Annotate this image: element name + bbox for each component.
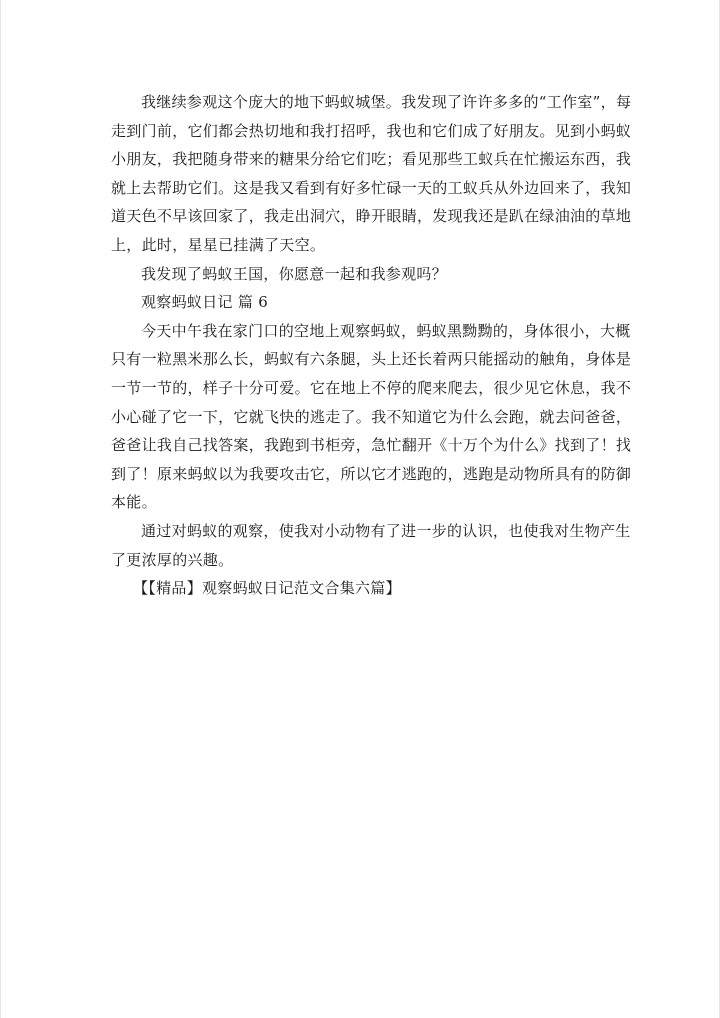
text-line: 走到门前，它们都会热切地和我打招呼，我也和它们成了好朋友。见到小蚂蚁 [111,121,632,140]
text-line: 本能。 [111,493,157,512]
paragraph-continued-visit [111,88,632,260]
text-line: 今天中午我在家门口的空地上观察蚂蚁，蚂蚁黑黝黝的，身体很小，大概 [141,321,631,340]
text-line: 我发现了蚂蚁王国，你愿意一起和我参观吗？ [141,264,448,283]
collection-title: 【【精品】观察蚂蚁日记范文合集六篇】 [133,579,401,598]
paragraph-observation [111,317,632,517]
text-line: 到了！原来蚂蚁以为我要攻击它，所以它才逃跑的，逃跑是动物所具有的防御 [111,464,632,483]
paragraph-invitation [111,260,611,289]
text-line: 小朋友，我把随身带来的糖果分给它们吃；看见那些工蚁兵在忙搬运东西，我 [111,150,632,169]
text-line: 上，此时，星星已挂满了天空。 [111,235,326,254]
document-body [111,88,632,603]
text-line: 一节一节的，样子十分可爱。它在地上不停的爬来爬去，很少见它休息，我不 [111,378,632,397]
section-title: 观察蚂蚁日记 篇 6 [141,293,269,312]
text-line: 就上去帮助它们。这是我又看到有好多忙碌一天的工蚁兵从外边回来了，我知 [111,178,632,197]
text-line: 爸爸让我自己找答案，我跑到书柜旁，急忙翻开《十万个为什么》找到了！找 [111,436,632,455]
paragraph-conclusion [111,517,631,574]
text-line: 只有一粒黑米那么长，蚂蚁有六条腿，头上还长着两只能摇动的触角，身体是 [111,350,632,369]
text-line: 通过对蚂蚁的观察，使我对小动物有了进一步的认识，也使我对生物产生 [141,521,631,540]
text-line: 小心碰了它一下，它就飞快的逃走了。我不知道它为什么会跑，就去问爸爸， [111,407,632,426]
text-line: 了更浓厚的兴趣。 [111,550,234,569]
text-line: 道天色不早该回家了，我走出洞穴，睁开眼睛，发现我还是趴在绿油油的草地 [111,207,632,226]
text-line: 我继续参观这个庞大的地下蚂蚁城堡。我发现了许许多多的“工作室”，每 [141,93,632,111]
